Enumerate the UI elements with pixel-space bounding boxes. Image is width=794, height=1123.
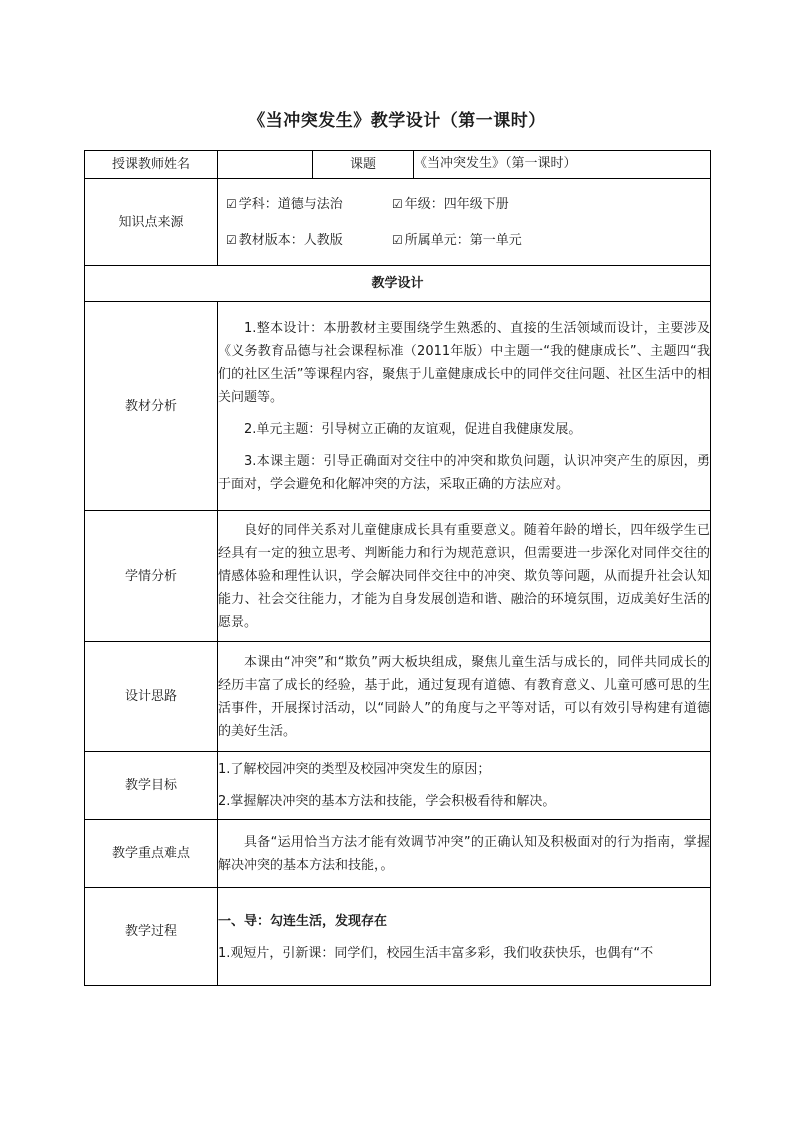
process-text: 1.观短片，引新课：同学们，校园生活丰富多彩，我们收获快乐，也偶有“不 [218,946,654,961]
source-label: 知识点来源 [85,179,218,266]
checkbox-checked-icon: ☑ [226,196,237,211]
material-analysis-content [218,302,711,511]
material-analysis-row [85,302,711,511]
section-row [85,266,711,302]
design-idea-text: 本课由“冲突”和“欺负”两大板块组成，聚焦儿童生活与成长的，同伴共同成长的经历丰富了成长的经验，基于此，通过复现有道德、有教育意义、儿童可感可思的生活事件，开展探讨活动，以“同龄人”的角度与之平等对话，可以有效引导构建有道德的美好生活。 [218,654,710,739]
process-content [218,888,711,986]
material-paragraph-3: 3.本课主题：引导正确面对交往中的冲突和欺负问题，认识冲突产生的原因，勇于面对，学会避免和化解冲突的方法，采取正确的方法应对。 [218,453,710,492]
checkbox-checked-icon: ☑ [226,232,237,247]
student-analysis-content [218,511,711,642]
checkbox-checked-icon: ☑ [392,232,403,247]
edition-text: 教材版本：人教版 [238,232,343,248]
unit-item [392,229,522,252]
student-analysis-text: 良好的同伴关系对儿童健康成长具有重要意义。随着年龄的增长，四年级学生已经具有一定的独立思考、判断能力和行为规范意识，但需要进一步深化对同伴交往的情感体验和理性认识，学会解决同伴交往中的冲突、欺负等问题，从而提升社会认知能力、社会交往能力，才能为自身发展创造和谐、融洽的环境氛围，迈成美好生活的愿景。 [218,522,710,630]
process-label: 教学过程 [85,888,218,986]
objectives-row [85,752,711,820]
teacher-name-label: 授课教师姓名 [85,151,218,179]
subject-item [226,193,392,216]
design-idea-label: 设计思路 [85,642,218,752]
checkbox-checked-icon: ☑ [392,196,403,211]
objective-item-1: 1.了解校园冲突的类型及校园冲突发生的原因； [218,762,491,777]
key-points-row [85,820,711,888]
design-idea-row [85,642,711,752]
process-row [85,888,711,986]
objectives-content [218,752,711,820]
key-points-text: 具备“运用恰当方法才能有效调节冲突”的正确认知及积极面对的行为指南，掌握解决冲突的基本方法和技能，。 [218,834,710,873]
header-row [85,151,711,179]
topic-value: 《当冲突发生》（第一课时） [414,151,711,179]
unit-text: 所属单元：第一单元 [404,232,522,248]
grade-text: 年级：四年级下册 [404,196,509,212]
student-analysis-row [85,511,711,642]
process-heading: 一、导：勾连生活，发现存在 [218,914,388,929]
material-paragraph-2: 2.单元主题：引导树立正确的友谊观，促进自我健康发展。 [244,421,582,437]
source-line-2 [226,222,704,258]
objectives-label: 教学目标 [85,752,218,820]
source-row [85,179,711,266]
subject-text: 学科：道德与法治 [238,196,343,212]
grade-item [392,193,509,216]
source-content [218,179,711,266]
topic-label: 课题 [313,151,414,179]
lesson-plan-table [84,150,711,986]
section-title: 教学设计 [85,266,711,302]
teacher-name-value [218,151,313,179]
document-title: 《当冲突发生》教学设计（第一课时） [248,111,546,131]
material-paragraph-1: 1.整本设计：本册教材主要围绕学生熟悉的、直接的生活领域而设计，主要涉及《义务教育品德与社会课程标准（2011年版）中主题一“我的健康成长”、主题四“我们的社区生活”等课程内容，聚焦于儿童健康成长中的同伴交往问题、社区生活中的相关问题等。 [218,320,710,405]
key-points-label: 教学重点难点 [85,820,218,888]
key-points-content [218,820,711,888]
source-line-1 [226,186,704,222]
material-analysis-label: 教材分析 [85,302,218,511]
design-idea-content [218,642,711,752]
student-analysis-label: 学情分析 [85,511,218,642]
objective-item-2: 2.掌握解决冲突的基本方法和技能，学会积极看待和解决。 [218,794,556,809]
edition-item [226,229,392,252]
